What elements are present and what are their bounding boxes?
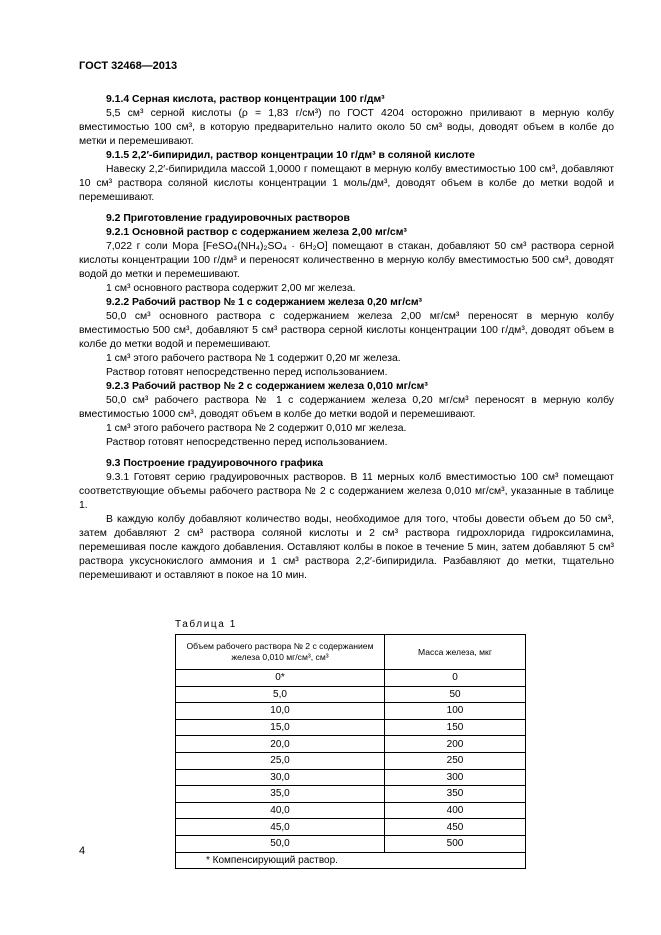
volume-cell: 10,0 bbox=[176, 703, 385, 720]
section-923-note1: 1 см³ этого рабочего раствора № 2 содержит 0,010 мг железа. bbox=[106, 423, 407, 434]
table-row bbox=[176, 819, 526, 836]
table-col1-header: Объем рабочего раствора № 2 с содержанием железа 0,010 мг/см³, см³ bbox=[176, 635, 385, 670]
table-col2-header: Масса железа, мкг bbox=[385, 635, 526, 670]
volume-cell: 15,0 bbox=[176, 719, 385, 736]
table-row bbox=[176, 786, 526, 803]
section-93-heading: 9.3 Построение градуировочного графика bbox=[106, 458, 324, 469]
table-row bbox=[176, 752, 526, 769]
section-922-heading: 9.2.2 Рабочий раствор № 1 с содержанием железа 0,20 мг/см³ bbox=[106, 297, 423, 308]
table-row bbox=[176, 769, 526, 786]
section-915-heading: 9.1.5 2,2′-бипиридил, раствор концентрации 10 г/дм³ в соляной кислоте bbox=[106, 150, 475, 161]
section-921-heading: 9.2.1 Основной раствор с содержанием железа 2,00 мг/см³ bbox=[106, 227, 407, 238]
section-923-text: 50,0 см³ рабочего раствора № 1 с содержанием железа 0,20 мг/см³ переносят в мерную колбу вместимостью 1000 см³, доводят объем в колбе до метки водой и перемешивают. bbox=[79, 395, 614, 420]
table-row bbox=[176, 686, 526, 703]
mass-cell: 350 bbox=[385, 786, 526, 803]
section-923-heading: 9.2.3 Рабочий раствор № 2 с содержанием железа 0,010 мг/см³ bbox=[106, 381, 428, 392]
table-footnote-row bbox=[176, 852, 526, 869]
mass-cell: 150 bbox=[385, 719, 526, 736]
volume-cell: 5,0 bbox=[176, 686, 385, 703]
volume-cell: 20,0 bbox=[176, 736, 385, 753]
volume-cell: 45,0 bbox=[176, 819, 385, 836]
mass-cell: 500 bbox=[385, 835, 526, 852]
section-923-note2: Раствор готовят непосредственно перед использованием. bbox=[106, 437, 388, 448]
volume-cell: 30,0 bbox=[176, 769, 385, 786]
section-922-note2: Раствор готовят непосредственно перед использованием. bbox=[106, 367, 388, 378]
section-922-text: 50,0 см³ основного раствора с содержанием железа 2,00 мг/см³ переносят в мерную колбу вместимостью 500 см³, добавляют 5 см³ раствора серной кислоты концентрации 100 г/дм³, доводят объем в колбе до метки водой и перемешивают. bbox=[79, 311, 614, 350]
section-921-note: 1 см³ основного раствора содержит 2,00 мг железа. bbox=[106, 283, 356, 294]
mass-cell: 400 bbox=[385, 802, 526, 819]
volume-cell: 40,0 bbox=[176, 802, 385, 819]
table-footnote: * Компенсирующий раствор. bbox=[176, 852, 526, 869]
table-header-row bbox=[176, 635, 526, 670]
table-caption: Таблица 1 bbox=[175, 619, 237, 630]
volume-cell: 50,0 bbox=[176, 835, 385, 852]
table-row bbox=[176, 703, 526, 720]
table-row bbox=[176, 736, 526, 753]
section-915-text: Навеску 2,2′-бипиридила массой 1,0000 г помещают в мерную колбу вместимостью 100 см³, добавляют 10 см³ раствора соляной кислоты концентрации 1 моль/дм³, доводят объем в колбе до метки водой и перемешивают. bbox=[79, 164, 614, 203]
table-row bbox=[176, 670, 526, 687]
mass-cell: 100 bbox=[385, 703, 526, 720]
mass-cell: 450 bbox=[385, 819, 526, 836]
volume-cell: 25,0 bbox=[176, 752, 385, 769]
mass-cell: 50 bbox=[385, 686, 526, 703]
table-row bbox=[176, 802, 526, 819]
section-921-text: 7,022 г соли Мора [FeSO₄(NH₄)₂SO₄ · 6H₂O] помещают в стакан, добавляют 50 см³ раствора серной кислоты концентрации 100 г/дм³ и переносят количественно в мерную колбу вместимостью 500 см³, доводят водой до метки и перемешивают. bbox=[79, 241, 614, 280]
volume-cell: 0* bbox=[176, 670, 385, 687]
table-row bbox=[176, 835, 526, 852]
mass-cell: 250 bbox=[385, 752, 526, 769]
section-922-note1: 1 см³ этого рабочего раствора № 1 содержит 0,20 мг железа. bbox=[106, 353, 401, 364]
mass-cell: 0 bbox=[385, 670, 526, 687]
section-93-text2: В каждую колбу добавляют количество воды, необходимое для того, чтобы довести объем до 50 см³, затем добавляют 2 см³ раствора соляной кислоты и 2 см³ раствора гидрохлорида гидроксиламина, перемешивая после каждого добавления. Оставляют колбы в покое в течение 5 мин, затем добавляют 5 см³ раствора уксуснокислого аммония и 1 см³ раствора 2,2′-бипиридила. Разбавляют до метки, тщательно перемешивают и оставляют в покое на 10 мин. bbox=[79, 514, 614, 581]
section-914-text: 5,5 см³ серной кислоты (ρ = 1,83 г/см³) по ГОСТ 4204 осторожно приливают в мерную колбу вместимостью 100 см³, в которую предварительно налито около 50 см³ воды, доводят объем в колбе до метки и перемешивают. bbox=[79, 108, 614, 147]
standard-header: ГОСТ 32468—2013 bbox=[79, 60, 178, 72]
table-row bbox=[176, 719, 526, 736]
table-1 bbox=[175, 634, 526, 869]
mass-cell: 200 bbox=[385, 736, 526, 753]
volume-cell: 35,0 bbox=[176, 786, 385, 803]
page-number: 4 bbox=[79, 845, 86, 857]
section-931-text: 9.3.1 Готовят серию градуировочных растворов. В 11 мерных колб вместимостью 100 см³ помещают соответствующие объемы рабочего раствора № 2 с содержанием железа 0,010 мг/см³, указанные в таблице 1. bbox=[79, 472, 614, 511]
section-914-heading: 9.1.4 Серная кислота, раствор концентрации 100 г/дм³ bbox=[106, 94, 385, 105]
section-92-heading: 9.2 Приготовление градуировочных растворов bbox=[106, 213, 350, 224]
mass-cell: 300 bbox=[385, 769, 526, 786]
